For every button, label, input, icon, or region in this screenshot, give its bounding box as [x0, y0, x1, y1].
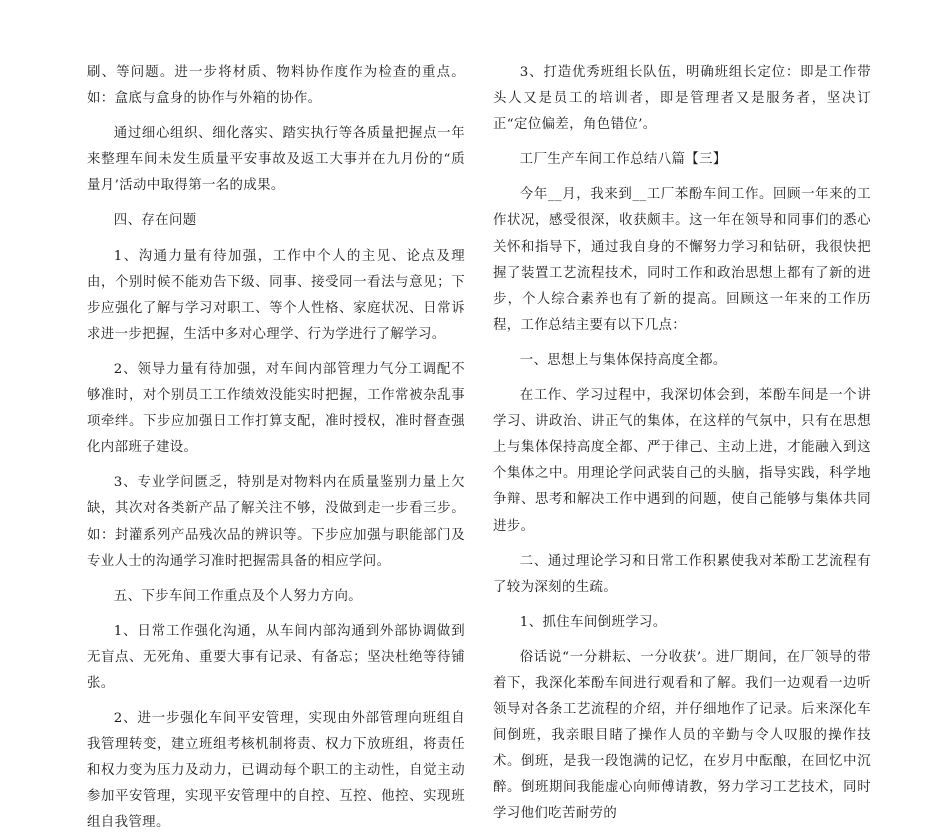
subsection-heading: 1、抓住车间倒班学习。 [519, 614, 667, 630]
paragraph: 今年__月，我来到__工厂苯酚车间工作。回顾一年来的工作状况，感受很深，收获颇丰。这一年在领导和同事们的悉心关怀和指导下，通过我自身的不懈努力学习和钻研，我很快把握了装置工艺流程技术，同时工作和政治思想上都有了新的进步，个人综合素养也有了新的提高。回顾这一年来的工作历程，工作总结主要有以下几点： [493, 187, 871, 333]
section-heading: 二、通过理论学习和日常工作积累使我对苯酚工艺流程有了较为深刻的生疏。 [493, 553, 871, 595]
paragraph: 1、日常工作强化沟通，从车间内部沟通到外部协调做到无盲点、无死角、重要大事有记录、有备忘；坚决杜绝等待铺张。 [87, 623, 465, 691]
paragraph: 2、领导力量有待加强，对车间内部管理力气分工调配不够准时，对个别员工工作绩效没能实时把握，工作常被杂乱事项牵绊。下步应加强日工作打算支配，准时授权，准时督查强化内部班子建设。 [87, 361, 465, 456]
section-heading: 一、思想上与集体保持高度全都。 [519, 352, 727, 368]
article-title: 工厂生产车间工作总结八篇【三】 [519, 152, 727, 168]
paragraph: 1、沟通力量有待加强，工作中个人的主见、论点及理由，个别时候不能劝告下级、同事、接受同一看法与意见；下步应强化了解与学习对职工、等个人性格、家庭状况、日常诉求进一步把握，生活中多对心理学、行为学进行了解学习。 [87, 248, 465, 342]
paragraph: 刷、等问题。进一步将材质、物料协作度作为检查的重点。如：盒底与盒身的协作与外箱的协作。 [87, 65, 465, 107]
left-column [87, 60, 465, 837]
paragraph: 3、专业学问匮乏，特别是对物料内在质量鉴别力量上欠缺，其次对各类新产品了解关注不够，没做到走一步看三步。如：封灌系列产品残次品的辨识等。下步应加强与职能部门及专业人士的沟通学习准时把握需具备的相应学问。 [87, 475, 465, 569]
paragraph: 在工作、学习过程中，我深切体会到，苯酚车间是一个讲学习、讲政治、讲正气的集体，在这样的气氛中，只有在思想上与集体保持高度全都、严于律己、主动上进，才能融入到这个集体之中。用理论学问武装自己的头脑，指导实践，科学地争辩、思考和解决工作中遇到的问题，使自己能够与集体共同进步。 [493, 388, 871, 534]
paragraph: 3、打造优秀班组长队伍，明确班组长定位：即是工作带头人又是员工的培训者，即是管理者又是服务者，坚决订正“定位偏差，角色错位’。 [493, 65, 871, 133]
paragraph: 通过细心组织、细化落实、踏实执行等各质量把握点一年来整理车间未发生质量平安事故及返工大事并在九月份的“质量月’活动中取得第一名的成果。 [87, 126, 465, 194]
paragraph: 俗话说“一分耕耘、一分收获’。进厂期间，在厂领导的带着下，我深化苯酚车间进行观看和了解。我们一边观看一边听领导对各条工艺流程的介绍，并仔细地作了记录。后来深化车间倒班，我亲眼目睹了操作人员的辛勤与令人叹服的操作技术。倒班，是我一段饱满的记忆，在岁月中酝酿，在回忆中沉醉。倒班期间我能虚心向师傅请教，努力学习工艺技术，同时学习他们吃苦耐劳的 [493, 649, 871, 822]
section-heading: 四、存在问题 [113, 213, 197, 229]
section-heading: 五、下步车间工作重点及个人努力方向。 [113, 588, 363, 604]
paragraph: 2、进一步强化车间平安管理，实现由外部管理向班组自我管理转变，建立班组考核机制将责、权力下放班组，将责任和权力变为压力及动力，已调动每个职工的主动性，自觉主动参加平安管理，实现平安管理中的自控、互控、他控、实现班组自我管理。 [87, 711, 465, 831]
right-column [493, 60, 871, 828]
